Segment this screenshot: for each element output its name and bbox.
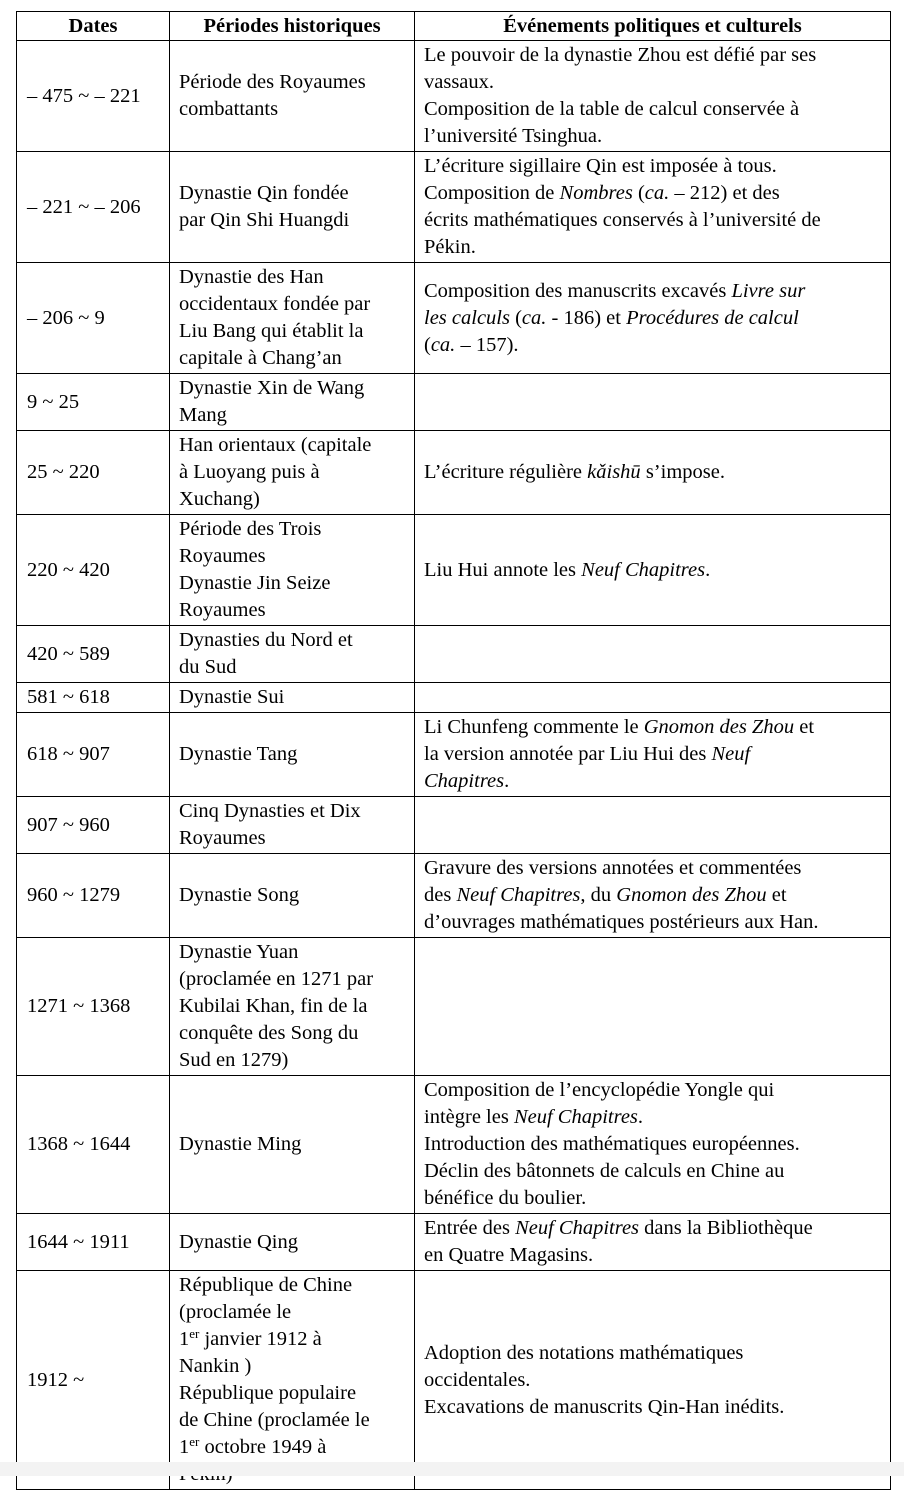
period-line: Dynastie Song — [179, 884, 300, 906]
cell-period — [170, 683, 415, 713]
table-row — [17, 1214, 891, 1271]
table-row — [17, 431, 891, 515]
cell-events — [415, 263, 891, 374]
header-periods: Périodes historiques — [170, 12, 415, 41]
cell-events — [415, 854, 891, 938]
event-line — [424, 1394, 881, 1421]
event-line — [424, 768, 881, 795]
cell-date: 1368 ~ 1644 — [17, 1076, 170, 1214]
table-row — [17, 374, 891, 431]
cell-events — [415, 1214, 891, 1271]
text-segment: Adoption des notations mathématiques — [424, 1341, 744, 1364]
text-segment: intègre les — [424, 1106, 514, 1128]
cell-period — [170, 797, 415, 854]
period-line: de Chine (proclamée le — [179, 1409, 370, 1431]
table-row — [17, 1271, 891, 1490]
table-row — [17, 626, 891, 683]
period-line: Xuchang) — [179, 488, 260, 510]
header-row — [17, 12, 891, 41]
cell-events — [415, 626, 891, 683]
period-line: Période des Royaumes — [179, 71, 366, 93]
event-line — [424, 1340, 881, 1367]
superscript-text: er — [189, 1434, 200, 1449]
text-segment: Introduction des mathématiques européennes. — [424, 1133, 800, 1155]
table-row — [17, 515, 891, 626]
event-line — [424, 180, 881, 207]
period-line: Dynastie Tang — [179, 743, 298, 765]
text-segment: - 186) et — [546, 306, 627, 329]
text-segment: Liu Hui annote les — [424, 558, 582, 581]
period-line: Royaumes — [179, 545, 266, 567]
cell-date: 25 ~ 220 — [17, 431, 170, 515]
period-line: (proclamée en 1271 par — [179, 968, 374, 990]
cell-date: 960 ~ 1279 — [17, 854, 170, 938]
text-segment: Excavations de manuscrits Qin-Han inédits. — [424, 1395, 785, 1418]
cell-period — [170, 938, 415, 1076]
text-segment: janvier 1912 à — [199, 1328, 322, 1350]
text-segment: d’ouvrages mathématiques postérieurs aux Han. — [424, 911, 819, 933]
cell-events — [415, 938, 891, 1076]
event-line — [424, 1104, 881, 1131]
event-line — [424, 1215, 881, 1242]
text-segment: 1 — [179, 1328, 190, 1350]
event-line — [424, 123, 881, 150]
text-segment: dans la Bibliothèque — [639, 1217, 813, 1239]
italic-text: Nombres — [559, 182, 633, 204]
text-segment: . — [705, 558, 711, 581]
period-line: Dynastie Qing — [179, 1230, 298, 1253]
period-line: conquête des Song du — [179, 1022, 359, 1044]
italic-text: Neuf Chapitres — [515, 1217, 640, 1239]
cell-date: 9 ~ 25 — [17, 374, 170, 431]
table-row — [17, 854, 891, 938]
text-segment: ( — [509, 306, 522, 329]
period-line: Sud en 1279) — [179, 1049, 289, 1071]
text-segment: des — [424, 884, 457, 906]
page-bottom-margin — [0, 1462, 904, 1476]
event-line — [424, 305, 881, 332]
text-segment: Composition de — [424, 182, 560, 204]
text-segment: et — [766, 884, 787, 906]
italic-text: ca. — [644, 182, 670, 204]
period-line: du Sud — [179, 656, 237, 678]
event-line — [424, 96, 881, 123]
text-segment: Composition des manuscrits excavés — [424, 279, 732, 302]
period-line: par Qin Shi Huangdi — [179, 209, 350, 231]
period-line: Dynastie Qin fondée — [179, 182, 349, 204]
period-line — [179, 1434, 405, 1461]
cell-events — [415, 41, 891, 152]
period-line: Kubilai Khan, fin de la — [179, 995, 368, 1017]
text-segment: l’université Tsinghua. — [424, 125, 603, 147]
italic-text: Gnomon des Zhou — [616, 884, 767, 906]
event-line — [424, 207, 881, 234]
text-segment: Composition de la table de calcul conservée à — [424, 98, 800, 120]
cell-events — [415, 374, 891, 431]
cell-period — [170, 515, 415, 626]
italic-text: Neuf Chapitres — [456, 884, 581, 906]
text-segment: – 157). — [455, 333, 519, 356]
text-segment: octobre 1949 à — [199, 1436, 327, 1458]
table-row — [17, 797, 891, 854]
table-row — [17, 713, 891, 797]
period-line: République de Chine — [179, 1274, 353, 1296]
period-line: Royaumes — [179, 827, 266, 849]
period-line: Dynastie Jin Seize — [179, 572, 331, 594]
period-line: Han orientaux (capitale — [179, 434, 372, 456]
text-segment: et — [794, 716, 815, 738]
event-line — [424, 909, 881, 936]
period-line: Nankin ) — [179, 1355, 252, 1377]
cell-events — [415, 515, 891, 626]
text-segment: en Quatre Magasins. — [424, 1244, 594, 1266]
cell-period — [170, 626, 415, 683]
superscript-text: er — [189, 1326, 200, 1341]
text-segment: Composition de l’encyclopédie Yongle qui — [424, 1079, 775, 1101]
event-line — [424, 1077, 881, 1104]
italic-text: Livre sur — [731, 279, 806, 302]
table-row — [17, 1076, 891, 1214]
event-line — [424, 1185, 881, 1212]
cell-date: 220 ~ 420 — [17, 515, 170, 626]
cell-period — [170, 1214, 415, 1271]
event-line — [424, 1158, 881, 1185]
text-segment: L’écriture sigillaire Qin est imposée à tous. — [424, 155, 777, 177]
cell-events — [415, 431, 891, 515]
period-line: combattants — [179, 98, 279, 120]
event-line — [424, 741, 881, 768]
cell-period — [170, 431, 415, 515]
cell-period — [170, 713, 415, 797]
text-segment: la version annotée par Liu Hui des — [424, 743, 712, 765]
text-segment: occidentales. — [424, 1368, 531, 1391]
period-line: Dynastie Ming — [179, 1133, 302, 1155]
event-line — [424, 332, 881, 359]
text-segment: ( — [424, 333, 431, 356]
period-line: (proclamée le — [179, 1301, 292, 1323]
italic-text: les calculs — [424, 306, 510, 329]
cell-date: 420 ~ 589 — [17, 626, 170, 683]
cell-date: – 206 ~ 9 — [17, 263, 170, 374]
table-row — [17, 41, 891, 152]
cell-events — [415, 797, 891, 854]
event-line — [424, 855, 881, 882]
cell-period — [170, 854, 415, 938]
period-line: Dynastie Sui — [179, 686, 285, 708]
text-segment: Déclin des bâtonnets de calculs en Chine au — [424, 1160, 785, 1182]
cell-date: – 475 ~ – 221 — [17, 41, 170, 152]
period-line: Royaumes — [179, 599, 266, 621]
period-line: République populaire — [179, 1382, 357, 1404]
cell-events — [415, 683, 891, 713]
period-line: capitale à Chang’an — [179, 347, 342, 369]
event-line — [424, 69, 881, 96]
period-line: Mang — [179, 404, 227, 426]
cell-events — [415, 1076, 891, 1214]
table-row — [17, 938, 891, 1076]
cell-events — [415, 1271, 891, 1490]
event-line — [424, 42, 881, 69]
cell-events — [415, 713, 891, 797]
italic-text: Neuf — [711, 743, 751, 765]
text-segment: Le pouvoir de la dynastie Zhou est défié par ses — [424, 44, 817, 66]
cell-date: 1644 ~ 1911 — [17, 1214, 170, 1271]
text-segment: Li Chunfeng commente le — [424, 716, 644, 738]
text-segment: . — [504, 770, 510, 792]
header-dates: Dates — [17, 12, 170, 41]
event-line — [424, 234, 881, 261]
text-segment: écrits mathématiques conservés à l’université de — [424, 209, 821, 231]
period-line: Dynastie Yuan — [179, 941, 299, 963]
cell-date: 618 ~ 907 — [17, 713, 170, 797]
text-segment: ( — [632, 182, 645, 204]
italic-text: Procédures de calcul — [626, 306, 799, 329]
cell-period — [170, 263, 415, 374]
text-segment: , du — [580, 884, 617, 906]
cell-period — [170, 152, 415, 263]
event-line — [424, 1367, 881, 1394]
italic-text: Neuf Chapitres — [513, 1106, 638, 1128]
event-line — [424, 1131, 881, 1158]
period-line — [179, 1326, 405, 1353]
italic-text: kǎishū — [587, 461, 641, 483]
text-segment: . — [637, 1106, 644, 1128]
text-segment: L’écriture régulière — [424, 461, 588, 483]
cell-date: – 221 ~ – 206 — [17, 152, 170, 263]
cell-period — [170, 374, 415, 431]
period-line: Liu Bang qui établit la — [179, 320, 364, 342]
table-row — [17, 152, 891, 263]
text-segment: – 212) et des — [669, 182, 780, 204]
period-line: Dynastie des Han — [179, 266, 324, 288]
event-line — [424, 1242, 881, 1269]
period-line: Dynasties du Nord et — [179, 629, 353, 651]
cell-date: 581 ~ 618 — [17, 683, 170, 713]
cell-period — [170, 41, 415, 152]
event-line — [424, 459, 881, 486]
text-segment: Pékin. — [424, 236, 476, 258]
text-segment: 1 — [179, 1436, 190, 1458]
cell-date: 1271 ~ 1368 — [17, 938, 170, 1076]
table-row — [17, 263, 891, 374]
text-segment: Gravure des versions annotées et commentées — [424, 857, 802, 879]
event-line — [424, 882, 881, 909]
italic-text: ca. — [430, 333, 456, 356]
cell-events — [415, 152, 891, 263]
text-segment: Entrée des — [424, 1217, 516, 1239]
cell-period — [170, 1271, 415, 1490]
cell-date: 1912 ~ — [17, 1271, 170, 1490]
event-line — [424, 557, 881, 584]
cell-period — [170, 1076, 415, 1214]
period-line: occidentaux fondée par — [179, 293, 371, 315]
table-body — [17, 41, 891, 1490]
text-segment: s’impose. — [640, 461, 725, 483]
event-line — [424, 153, 881, 180]
header-events: Événements politiques et culturels — [415, 12, 891, 41]
cell-date: 907 ~ 960 — [17, 797, 170, 854]
period-line: Dynastie Xin de Wang — [179, 377, 365, 399]
italic-text: Neuf Chapitres — [581, 558, 706, 581]
text-segment: vassaux. — [424, 71, 495, 93]
period-line: Cinq Dynasties et Dix — [179, 800, 361, 822]
event-line — [424, 714, 881, 741]
period-line: à Luoyang puis à — [179, 461, 320, 483]
table-row — [17, 683, 891, 713]
period-line: Période des Trois — [179, 518, 322, 540]
italic-text: Chapitres — [424, 770, 505, 792]
italic-text: Gnomon des Zhou — [643, 716, 795, 738]
italic-text: ca. — [521, 306, 547, 329]
chronology-table — [16, 11, 891, 1490]
event-line — [424, 278, 881, 305]
text-segment: bénéfice du boulier. — [424, 1187, 587, 1209]
